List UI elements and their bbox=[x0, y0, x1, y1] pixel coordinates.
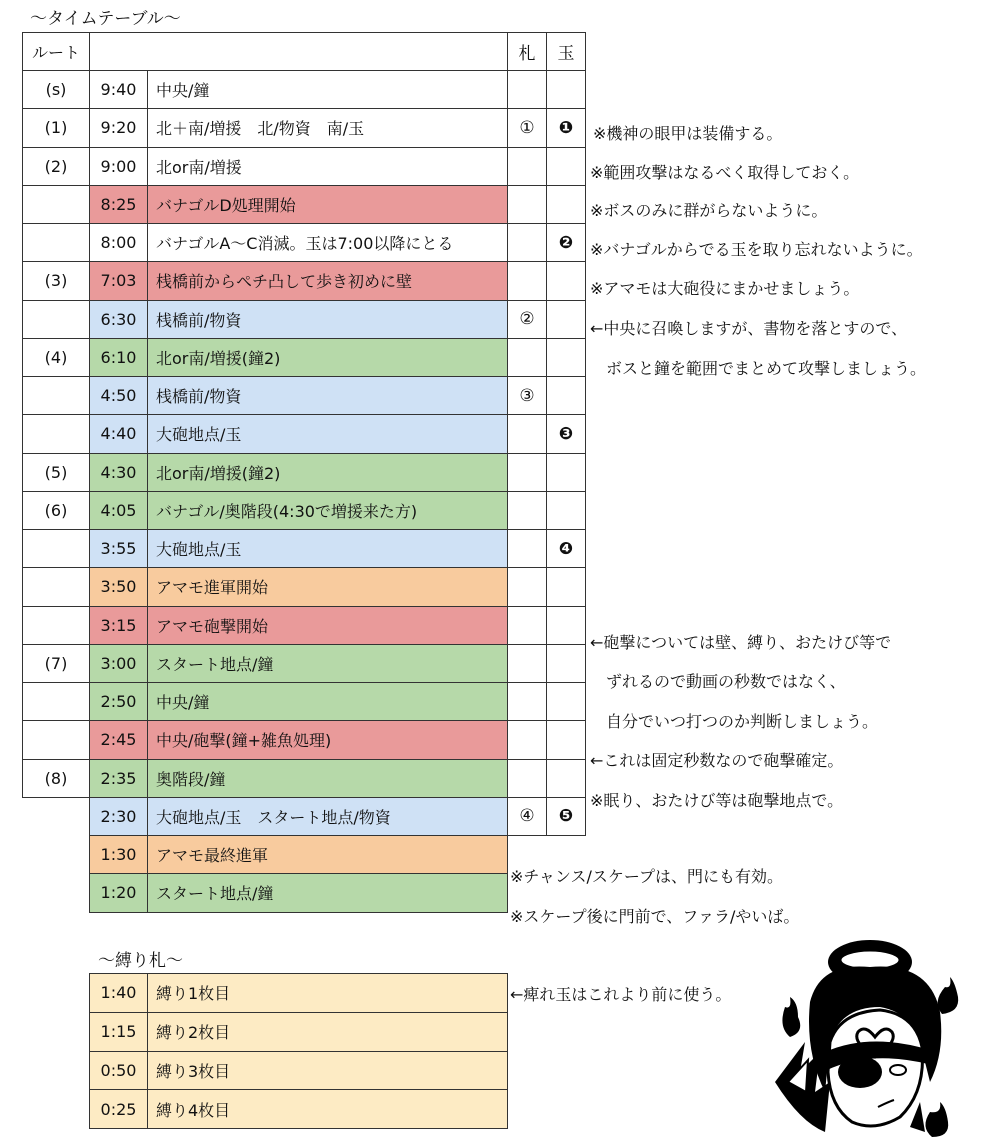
row-tama-marker bbox=[546, 491, 586, 530]
row-fuda-marker bbox=[507, 414, 547, 453]
row-route bbox=[22, 185, 90, 224]
note-text: ※バナゴルからでる玉を取り忘れないように。 bbox=[590, 240, 923, 259]
row-time: 2:30 bbox=[89, 797, 148, 836]
row-route bbox=[22, 414, 90, 453]
row-fuda-marker bbox=[507, 453, 547, 492]
rope-event: 縛り3枚目 bbox=[147, 1051, 508, 1091]
row-time: 7:03 bbox=[89, 261, 148, 300]
row-route bbox=[22, 682, 90, 721]
header-tama: 玉 bbox=[546, 32, 586, 71]
row-event: 奥階段/鐘 bbox=[147, 759, 508, 798]
note-text: ずれるので動画の秒数ではなく、 bbox=[606, 672, 846, 691]
note-text: ←中央に召喚しますが、書物を落とすので、 bbox=[590, 319, 908, 338]
row-event: 大砲地点/玉 スタート地点/物資 bbox=[147, 797, 508, 836]
row-fuda-marker bbox=[507, 529, 547, 568]
row-time: 8:00 bbox=[89, 223, 148, 262]
row-tama-marker bbox=[546, 453, 586, 492]
note-text: ※ボスのみに群がらないように。 bbox=[590, 201, 828, 220]
note-text: ※チャンス/スケープは、門にも有効。 bbox=[510, 867, 784, 886]
row-fuda-marker bbox=[507, 644, 547, 683]
row-time: 4:30 bbox=[89, 453, 148, 492]
row-fuda-marker: ③ bbox=[507, 376, 547, 415]
row-tama-marker bbox=[546, 300, 586, 339]
row-event: 中央/砲撃(鐘+雑魚処理) bbox=[147, 720, 508, 759]
row-tama-marker bbox=[546, 338, 586, 377]
row-event: 桟橋前/物資 bbox=[147, 376, 508, 415]
character-illustration bbox=[770, 932, 975, 1142]
rope-event: 縛り2枚目 bbox=[147, 1012, 508, 1052]
header-route: ルート bbox=[22, 32, 90, 71]
row-time: 6:30 bbox=[89, 300, 148, 339]
page-title: 〜タイムテーブル〜 bbox=[30, 9, 181, 29]
row-event: 北or南/増援(鐘2) bbox=[147, 338, 508, 377]
row-fuda-marker bbox=[507, 491, 547, 530]
row-tama-marker bbox=[546, 644, 586, 683]
rope-time: 0:50 bbox=[89, 1051, 148, 1091]
row-route bbox=[22, 529, 90, 568]
header-fuda: 札 bbox=[507, 32, 547, 71]
row-event: スタート地点/鐘 bbox=[147, 873, 508, 912]
row-fuda-marker bbox=[507, 759, 547, 798]
note-text: ※スケープ後に門前で、ファラ/やいば。 bbox=[510, 907, 800, 926]
row-time: 4:05 bbox=[89, 491, 148, 530]
note-text: ※アマモは大砲役にまかせましょう。 bbox=[590, 279, 860, 298]
row-route: (s) bbox=[22, 70, 90, 109]
row-route: (3) bbox=[22, 261, 90, 300]
row-route: (6) bbox=[22, 491, 90, 530]
rope-section-title: 〜縛り札〜 bbox=[98, 951, 183, 971]
row-tama-marker bbox=[546, 567, 586, 606]
row-event: バナゴルD処理開始 bbox=[147, 185, 508, 224]
row-event: 桟橋前/物資 bbox=[147, 300, 508, 339]
row-tama-marker bbox=[546, 70, 586, 109]
row-tama-marker: ❸ bbox=[546, 414, 586, 453]
row-time: 4:50 bbox=[89, 376, 148, 415]
row-time: 4:40 bbox=[89, 414, 148, 453]
rope-time: 1:40 bbox=[89, 973, 148, 1013]
row-route: (2) bbox=[22, 147, 90, 186]
row-route bbox=[22, 606, 90, 645]
row-fuda-marker bbox=[507, 606, 547, 645]
row-time: 9:40 bbox=[89, 70, 148, 109]
row-route: (1) bbox=[22, 108, 90, 147]
note-text: ←砲撃については壁、縛り、おたけび等で bbox=[590, 633, 892, 652]
note-text: ←これは固定秒数なので砲撃確定。 bbox=[590, 751, 844, 770]
row-fuda-marker bbox=[507, 70, 547, 109]
row-tama-marker: ❷ bbox=[546, 223, 586, 262]
row-tama-marker bbox=[546, 376, 586, 415]
row-tama-marker bbox=[546, 606, 586, 645]
row-route bbox=[22, 223, 90, 262]
row-time: 9:00 bbox=[89, 147, 148, 186]
note-text: ボスと鐘を範囲でまとめて攻撃しましょう。 bbox=[606, 359, 927, 378]
row-event: アマモ砲撃開始 bbox=[147, 606, 508, 645]
row-route: (5) bbox=[22, 453, 90, 492]
row-event: 大砲地点/玉 bbox=[147, 529, 508, 568]
row-fuda-marker: ④ bbox=[507, 797, 547, 836]
row-time: 3:00 bbox=[89, 644, 148, 683]
row-event: スタート地点/鐘 bbox=[147, 644, 508, 683]
row-time: 6:10 bbox=[89, 338, 148, 377]
row-tama-marker: ❺ bbox=[546, 797, 586, 836]
row-time: 3:55 bbox=[89, 529, 148, 568]
row-time: 2:35 bbox=[89, 759, 148, 798]
rope-event: 縛り4枚目 bbox=[147, 1089, 508, 1129]
note-text: ※眠り、おたけび等は砲撃地点で。 bbox=[590, 791, 844, 810]
row-fuda-marker bbox=[507, 567, 547, 606]
rope-time: 1:15 bbox=[89, 1012, 148, 1052]
row-tama-marker bbox=[546, 147, 586, 186]
row-event: バナゴル/奥階段(4:30で増援来た方) bbox=[147, 491, 508, 530]
row-fuda-marker bbox=[507, 261, 547, 300]
note-text: ※範囲攻撃はなるべく取得しておく。 bbox=[590, 163, 860, 182]
row-event: 北or南/増援 bbox=[147, 147, 508, 186]
row-tama-marker: ❹ bbox=[546, 529, 586, 568]
rope-event: 縛り1枚目 bbox=[147, 973, 508, 1013]
row-event: 大砲地点/玉 bbox=[147, 414, 508, 453]
note-text: ←痺れ玉はこれより前に使う。 bbox=[510, 985, 732, 1004]
row-time: 1:30 bbox=[89, 835, 148, 874]
row-tama-marker bbox=[546, 682, 586, 721]
row-tama-marker bbox=[546, 185, 586, 224]
row-fuda-marker bbox=[507, 223, 547, 262]
row-event: 北＋南/増援 北/物資 南/玉 bbox=[147, 108, 508, 147]
note-text: ※機神の眼甲は装備する。 bbox=[593, 124, 783, 143]
row-time: 3:15 bbox=[89, 606, 148, 645]
row-event: 北or南/増援(鐘2) bbox=[147, 453, 508, 492]
row-time: 2:45 bbox=[89, 720, 148, 759]
row-fuda-marker: ① bbox=[507, 108, 547, 147]
row-tama-marker bbox=[546, 720, 586, 759]
header-blank bbox=[89, 32, 508, 71]
row-route bbox=[22, 300, 90, 339]
row-time: 9:20 bbox=[89, 108, 148, 147]
row-event: 中央/鐘 bbox=[147, 682, 508, 721]
row-route bbox=[22, 567, 90, 606]
row-fuda-marker bbox=[507, 682, 547, 721]
row-time: 2:50 bbox=[89, 682, 148, 721]
row-time: 3:50 bbox=[89, 567, 148, 606]
row-tama-marker: ❶ bbox=[546, 108, 586, 147]
row-route: (8) bbox=[22, 759, 90, 798]
row-event: アマモ進軍開始 bbox=[147, 567, 508, 606]
row-route: (4) bbox=[22, 338, 90, 377]
row-time: 8:25 bbox=[89, 185, 148, 224]
row-event: 中央/鐘 bbox=[147, 70, 508, 109]
row-event: バナゴルA〜C消滅。玉は7:00以降にとる bbox=[147, 223, 508, 262]
row-fuda-marker bbox=[507, 338, 547, 377]
row-tama-marker bbox=[546, 759, 586, 798]
row-event: アマモ最終進軍 bbox=[147, 835, 508, 874]
row-fuda-marker bbox=[507, 147, 547, 186]
rope-time: 0:25 bbox=[89, 1089, 148, 1129]
row-route: (7) bbox=[22, 644, 90, 683]
row-fuda-marker bbox=[507, 720, 547, 759]
row-route bbox=[22, 720, 90, 759]
row-event: 桟橋前からペチ凸して歩き初めに壁 bbox=[147, 261, 508, 300]
row-time: 1:20 bbox=[89, 873, 148, 912]
row-fuda-marker bbox=[507, 185, 547, 224]
row-fuda-marker: ② bbox=[507, 300, 547, 339]
note-text: 自分でいつ打つのか判断しましょう。 bbox=[606, 712, 879, 731]
row-route bbox=[22, 376, 90, 415]
row-tama-marker bbox=[546, 261, 586, 300]
